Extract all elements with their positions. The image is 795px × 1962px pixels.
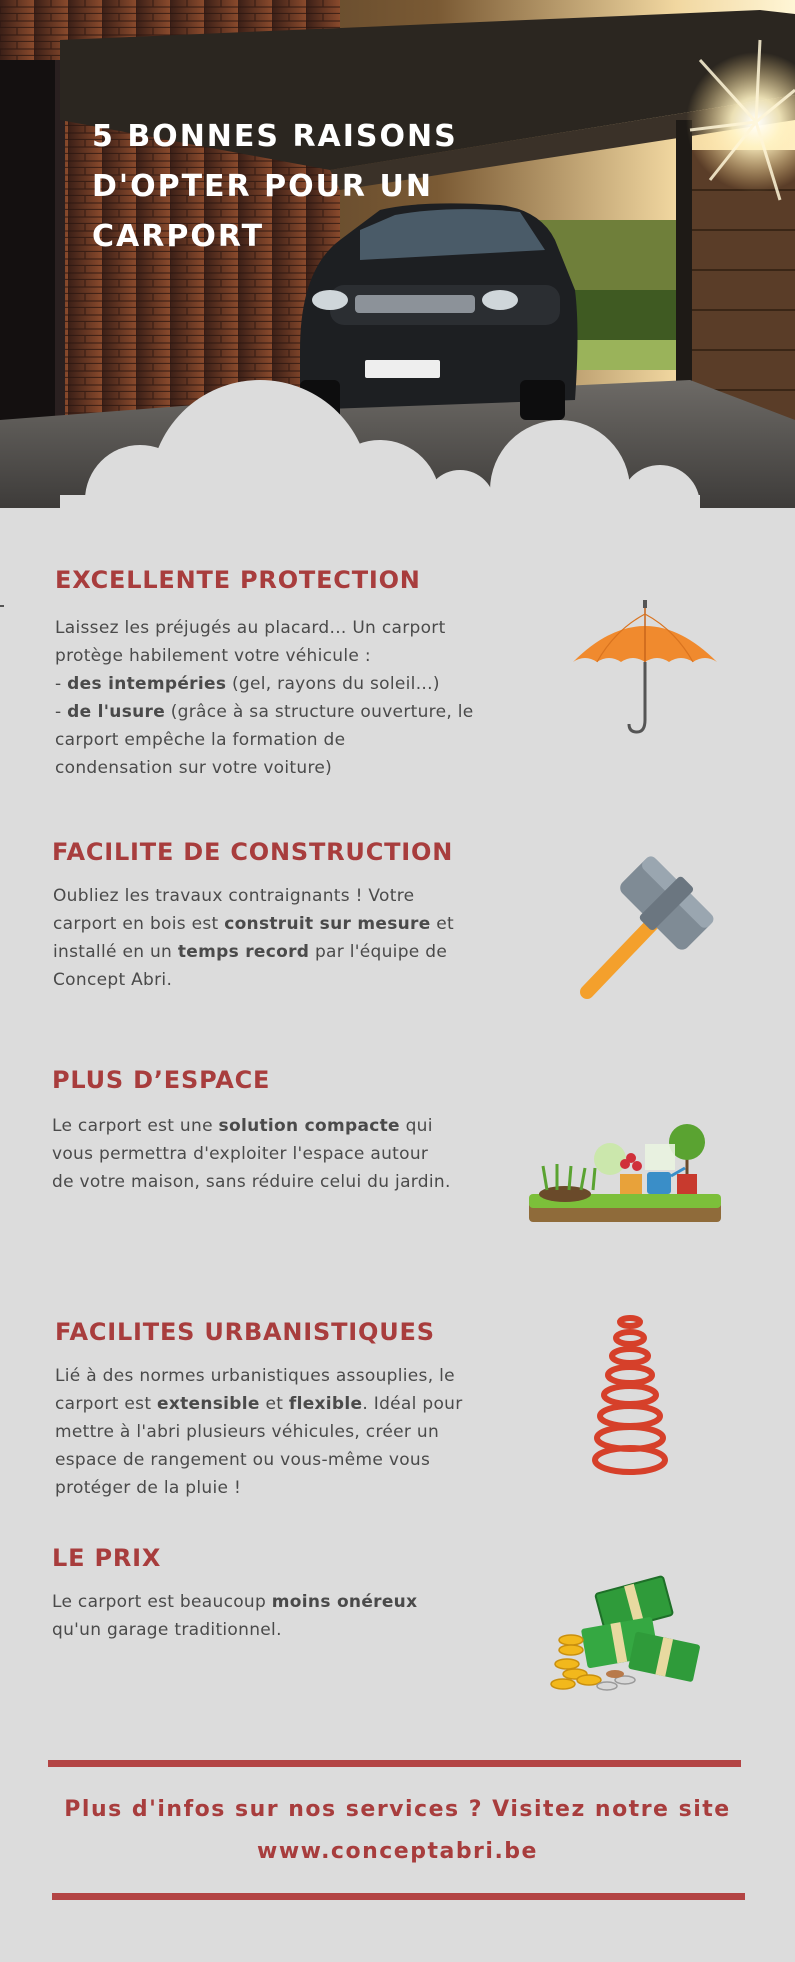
body-line: - des intempéries (gel, rayons du soleil...) <box>55 674 440 694</box>
hammer-icon <box>565 852 725 1007</box>
section-title: LE PRIX <box>52 1544 162 1572</box>
body-line: Le carport est beaucoup moins onéreux <box>52 1592 418 1612</box>
section-title: FACILITE DE CONSTRUCTION <box>52 838 454 866</box>
section-facilites-urbanistiques <box>0 1312 795 1512</box>
body-line: vous permettra d'exploiter l'espace autour <box>52 1144 429 1164</box>
section-title: PLUS D’ESPACE <box>52 1066 271 1094</box>
footer-line: Plus d'infos sur nos services ? Visitez notre site <box>64 1797 731 1822</box>
hero-title-line: CARPORT <box>92 219 265 254</box>
section-excellente-protection <box>0 560 795 790</box>
money-icon <box>545 1568 705 1703</box>
section-plus-espace <box>0 1060 795 1250</box>
body-line: protéger de la pluie ! <box>55 1478 242 1498</box>
hero-banner <box>0 0 795 510</box>
section-body <box>55 1362 463 1502</box>
body-line: carport en bois est construit sur mesure et <box>53 914 455 934</box>
body-line: Oubliez les travaux contraignants ! Votre <box>53 886 415 906</box>
footer-cta <box>0 1789 795 1873</box>
umbrella-icon <box>565 600 725 740</box>
body-line: Laissez les préjugés au placard... Un carport <box>55 618 446 638</box>
body-line: Lié à des normes urbanistiques assouplies, le <box>55 1366 455 1386</box>
section-facilite-construction <box>0 832 795 1022</box>
body-line: mettre à l'abri plusieurs véhicules, créer un <box>55 1422 440 1442</box>
hero-title-line: 5 BONNES RAISONS <box>92 119 458 154</box>
footer-website-link[interactable]: www.conceptabri.be <box>257 1839 538 1864</box>
body-line: carport est extensible et flexible. Idéal pour <box>55 1394 463 1414</box>
section-body <box>53 882 454 994</box>
body-line: qu'un garage traditionnel. <box>52 1620 282 1640</box>
spring-icon <box>585 1312 675 1482</box>
section-title: EXCELLENTE PROTECTION <box>55 566 421 594</box>
body-line: Concept Abri. <box>53 970 173 990</box>
hero-title-line: D'OPTER POUR UN <box>92 169 433 204</box>
body-line: protège habilement votre véhicule : <box>55 646 371 666</box>
footer-rule-top <box>48 1760 741 1767</box>
section-title: FACILITES URBANISTIQUES <box>55 1318 435 1346</box>
body-line: espace de rangement ou vous-même vous <box>55 1450 431 1470</box>
footer-rule-bottom <box>52 1893 745 1900</box>
hero-title <box>92 112 522 262</box>
garden-icon <box>525 1114 725 1234</box>
body-line: - de l'usure (grâce à sa structure ouverture, le <box>55 702 474 722</box>
body-line: de votre maison, sans réduire celui du jardin. <box>52 1172 451 1192</box>
section-le-prix <box>0 1538 795 1718</box>
section-body <box>52 1112 451 1196</box>
body-line: carport empêche la formation de <box>55 730 346 750</box>
body-line: condensation sur votre voiture) <box>55 758 333 778</box>
section-body <box>52 1588 417 1644</box>
section-body <box>55 614 474 782</box>
body-line: installé en un temps record par l'équipe de <box>53 942 448 962</box>
body-line: Le carport est une solution compacte qui <box>52 1116 433 1136</box>
